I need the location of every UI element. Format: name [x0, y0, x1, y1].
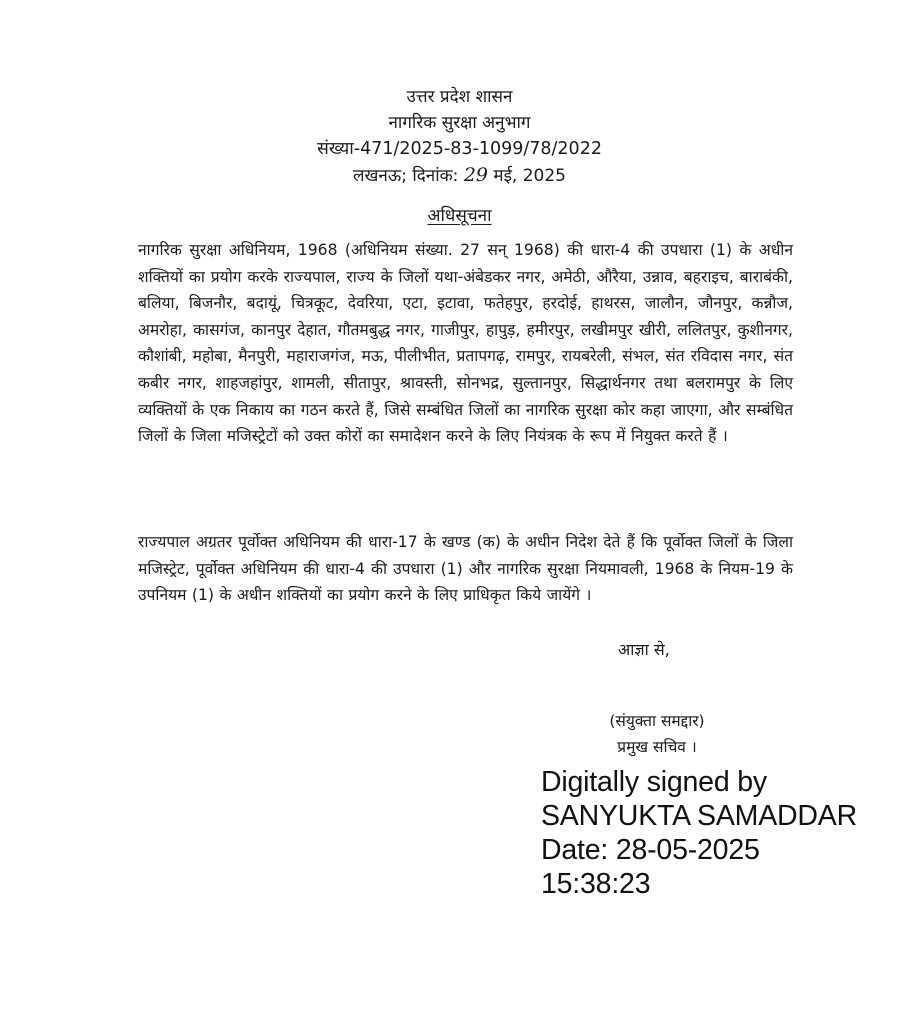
- date-month-year: मई, 2025: [493, 166, 566, 186]
- signatory-designation: प्रमुख सचिव ।: [617, 738, 697, 756]
- digital-signature-line-2: SANYUKTA SAMADDAR: [541, 800, 857, 832]
- notification-title-text: अधिसूचना: [427, 206, 492, 226]
- reference-number: संख्या-471/2025-83-1099/78/2022: [317, 139, 602, 159]
- digital-signature-line-4: 15:38:23: [541, 868, 651, 900]
- notification-title: [0, 204, 919, 228]
- department-name: नागरिक सुरक्षा अनुभाग: [388, 113, 531, 133]
- document-header: [0, 84, 919, 189]
- paragraph-2: राज्यपाल अग्रतर पूर्वोक्त अधिनियम की धारा-17 के खण्ड (क) के अधीन निदेश देते हैं कि पूर्वोक्त जिलों के जिला मजिस्ट्रेट, पूर्वोक्त अधिनियम की धारा-4 की उपधारा (1) और नागरिक सुरक्षा नियमावली, 1968 के नियम-19 के उपनियम (1) के अधीन शक्तियों का प्रयोग करने के लिए प्राधिकृत किये जायेंगे ।: [138, 533, 793, 605]
- digital-signature-line-1: Digitally signed by: [541, 766, 767, 798]
- place-date-prefix: लखनऊ; दिनांक:: [353, 166, 459, 186]
- digital-signature: [541, 765, 911, 901]
- signatory-name: (संयुक्ता समद्दार): [609, 712, 705, 730]
- signatory-block: [577, 708, 737, 760]
- closing-by-order: आज्ञा से,: [618, 640, 670, 659]
- handwritten-date-day: 29: [463, 164, 488, 186]
- paragraph-1: नागरिक सुरक्षा अधिनियम, 1968 (अधिनियम संख्या. 27 सन् 1968) की धारा-4 की उपधारा (1) के अधीन शक्तियों का प्रयोग करके राज्यपाल, राज्य के जिलों यथा-अंबेडकर नगर, अमेठी, औरैया, उन्नाव, बहराइच, बाराबंकी, बलिया, बिजनौर, बदायूं, चित्रकूट, देवरिया, एटा, इटावा, फतेहपुर, हरदोई, हाथरस, जालौन, जौनपुर, कन्नौज, अमरोहा, कासगंज, कानपुर देहात, गौतमबुद्ध नगर, गाजीपुर, हापुड़, हमीरपुर, लखीमपुर खीरी, ललितपुर, कुशीनगर, कौशांबी, महोबा, मैनपुरी, महाराजगंज, मऊ, पीलीभीत, प्रतापगढ़, रामपुर, रायबरेली, संभल, संत रविदास नगर, संत कबीर नगर, शाहजहांपुर, शामली, सीतापुर, श्रावस्ती, सोनभद्र, सुल्तानपुर, सिद्धार्थनगर तथा बलरामपुर के लिए व्यक्तियों के एक निकाय का गठन करते हैं, जिसे सम्बंधित जिलों का नागरिक सुरक्षा कोर कहा जाएगा, और सम्बंधित जिलों के जिला मजिस्ट्रेटों को उक्त कोरों का समादेशन करने के लिए नियंत्रक के रूप में नियुक्त करते हैं ।: [138, 241, 793, 446]
- government-name: उत्तर प्रदेश शासन: [406, 87, 513, 107]
- place-date: [0, 162, 919, 189]
- digital-signature-line-3: Date: 28-05-2025: [541, 834, 760, 866]
